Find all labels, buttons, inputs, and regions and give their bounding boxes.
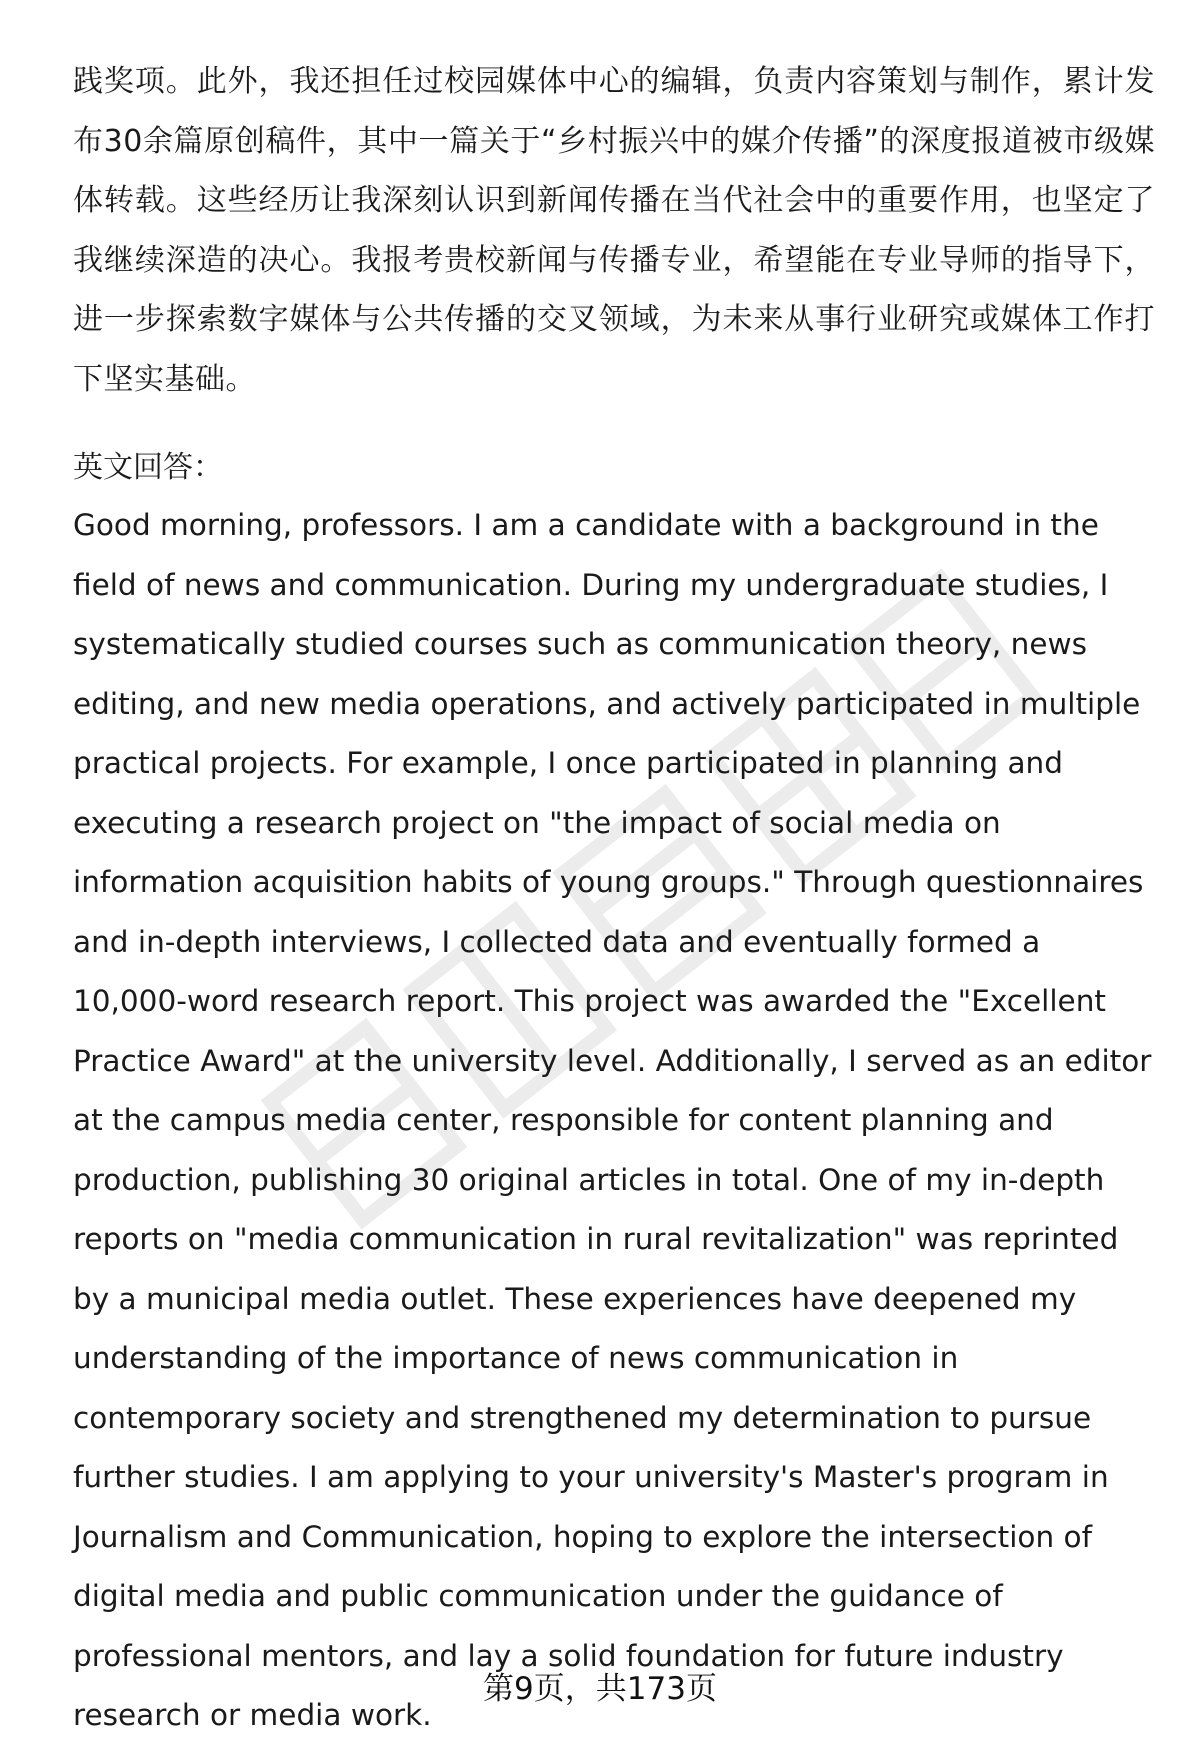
- page-indicator: 第9页，共173页: [483, 1671, 717, 1707]
- english-paragraph: Good morning, professors. I am a candidate with a background in the field of news and communication. During my undergraduate studies, I systematically studied courses such as communication theory, news editing, and new media operations, and actively participated in multiple practical projects. For example, I once participated in planning and executing a research project on "the impact of social media on information acquisition habits of young groups." Through questionnaires and in-depth interviews, I collected data and eventually formed a 10,000-word research report. This project was awarded the "Excellent Practice Award" at the university level. Additionally, I served as an editor at the campus media center, responsible for content planning and production, publishing 30 original articles in total. One of my in-depth reports on "media communication in rural revitalization" was reprinted by a municipal media outlet. These experiences have deepened my understanding of the importance of news communication in contemporary society and strengthened my determination to pursue further studies. I am applying to your university's Master's program in Journalism and Communication, hoping to explore the intersection of digital media and public communication under the guidance of professional mentors, and lay a solid foundation for future industry research or media work.: [73, 508, 1152, 1732]
- chinese-paragraph: 践奖项。此外，我还担任过校园媒体中心的编辑，负责内容策划与制作，累计发布30余篇原创稿件，其中一篇关于“乡村振兴中的媒介传播”的深度报道被市级媒体转载。这些经历让我深刻认识到新闻传播在当代社会中的重要作用，也坚定了我继续深造的决心。我报考贵校新闻与传播专业，希望能在专业导师的指导下，进一步探索数字媒体与公共传播的交叉领域，为未来从事行业研究或媒体工作打下坚实基础。: [73, 64, 1155, 397]
- english-answer-label: 英文回答：: [73, 450, 223, 485]
